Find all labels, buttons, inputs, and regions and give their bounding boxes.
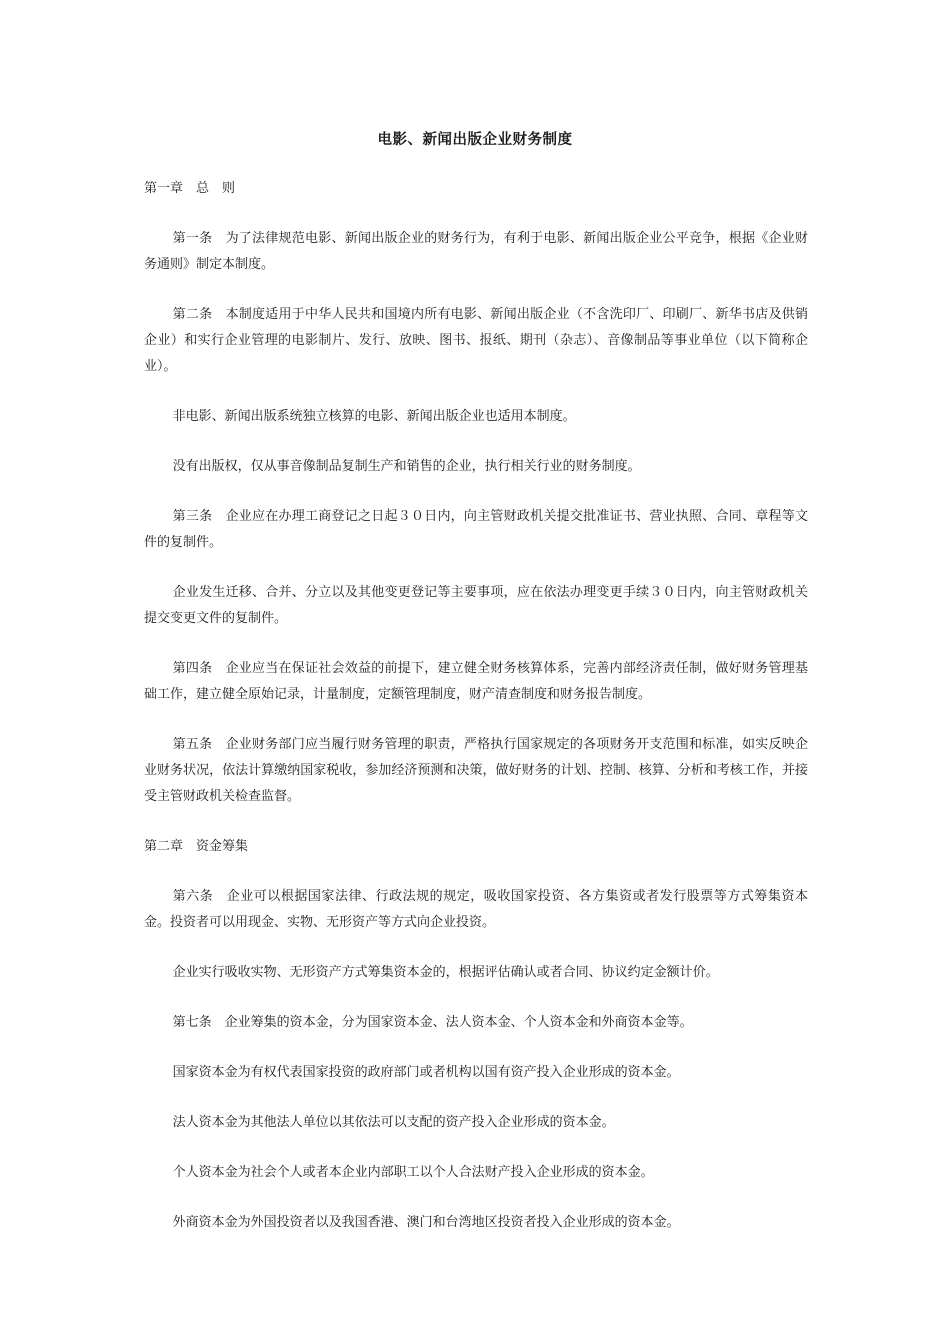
article-7-para-3: 法人资本金为其他法人单位以其依法可以支配的资产投入企业形成的资本金。	[172, 1115, 615, 1130]
document-title: 电影、新闻出版企业财务制度	[377, 132, 573, 148]
article-7-para-5: 外商资本金为外国投资者以及我国香港、澳门和台湾地区投资者投入企业形成的资本金。	[172, 1215, 680, 1230]
article-2-para-2: 非电影、新闻出版系统独立核算的电影、新闻出版企业也适用本制度。	[172, 409, 576, 424]
article-3: 第三条 企业应在办理工商登记之日起３０日内，向主管财政机关提交批准证书、营业执照、合同、章程等文件的复制件。	[144, 509, 808, 550]
article-7: 第七条 企业筹集的资本金，分为国家资本金、法人资本金、个人资本金和外商资本金等。	[172, 1015, 693, 1030]
document-body	[144, 176, 808, 1260]
article-5: 第五条 企业财务部门应当履行财务管理的职责，严格执行国家规定的各项财务开支范围和标准，如实反映企业财务状况，依法计算缴纳国家税收，参加经济预测和决策，做好财务的计划、控制、核算、分析和考核工作，并接受主管财政机关检查监督。	[144, 737, 808, 804]
article-6-para-2: 企业实行吸收实物、无形资产方式筹集资本金的，根据评估确认或者合同、协议约定金额计价。	[172, 965, 719, 980]
article-3-para-2: 企业发生迁移、合并、分立以及其他变更登记等主要事项，应在依法办理变更手续３０日内，向主管财政机关提交变更文件的复制件。	[144, 585, 808, 626]
chapter-heading-1: 第一章 总 则	[144, 181, 236, 196]
article-7-para-2: 国家资本金为有权代表国家投资的政府部门或者机构以国有资产投入企业形成的资本金。	[172, 1065, 680, 1080]
article-1: 第一条 为了法律规范电影、新闻出版企业的财务行为，有利于电影、新闻出版企业公平竞争，根据《企业财务通则》制定本制度。	[144, 231, 808, 272]
article-2-para-3: 没有出版权，仅从事音像制品复制生产和销售的企业，执行相关行业的财务制度。	[172, 459, 641, 474]
article-2: 第二条 本制度适用于中华人民共和国境内所有电影、新闻出版企业（不含洗印厂、印刷厂、新华书店及供销企业）和实行企业管理的电影制片、发行、放映、图书、报纸、期刊（杂志）、音像制品等事业单位（以下简称企业）。	[144, 307, 808, 374]
article-4: 第四条 企业应当在保证社会效益的前提下，建立健全财务核算体系，完善内部经济责任制，做好财务管理基础工作，建立健全原始记录，计量制度，定额管理制度，财产清查制度和财务报告制度。	[144, 661, 808, 702]
article-6: 第六条 企业可以根据国家法律、行政法规的规定，吸收国家投资、各方集资或者发行股票等方式筹集资本金。投资者可以用现金、实物、无形资产等方式向企业投资。	[144, 889, 808, 930]
article-7-para-4: 个人资本金为社会个人或者本企业内部职工以个人合法财产投入企业形成的资本金。	[172, 1165, 654, 1180]
chapter-heading-2: 第二章 资金筹集	[144, 839, 249, 854]
